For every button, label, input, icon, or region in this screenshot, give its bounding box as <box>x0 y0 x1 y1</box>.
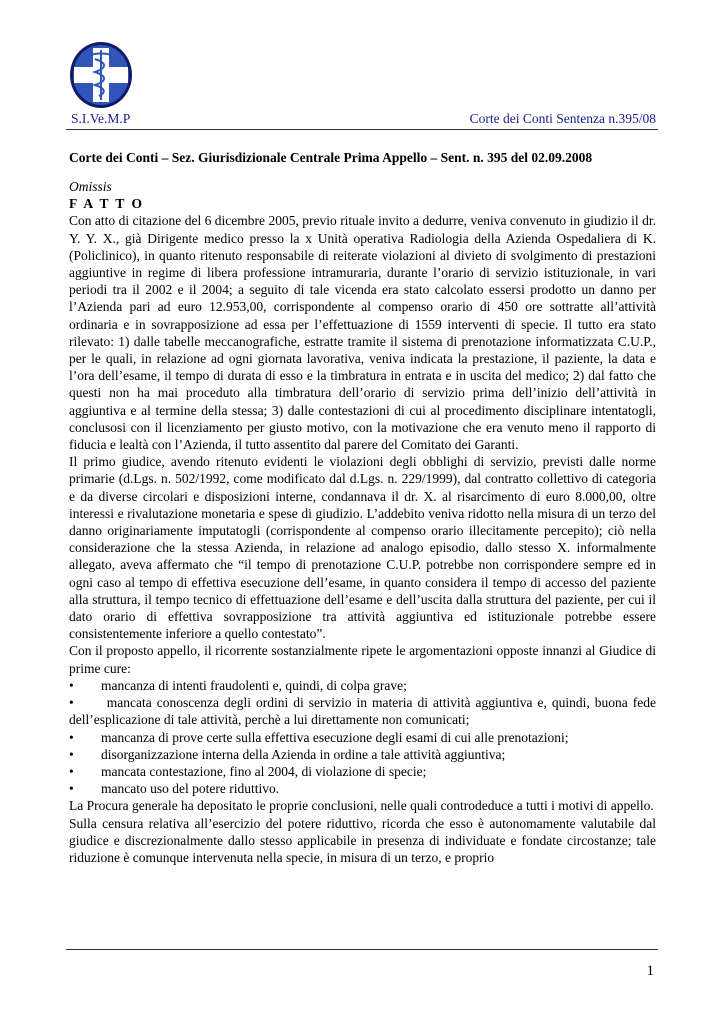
page-number: 1 <box>646 963 654 979</box>
bullet-text: mancata conoscenza degli ordini di servizio in materia di attività aggiuntiva e, quindi, buona fede dell’esplicazione di tale attività, perchè a lui direttamente non comunicati; <box>69 695 656 728</box>
bullet-item <box>69 780 656 797</box>
header-divider <box>66 129 658 130</box>
footer-divider <box>66 949 658 950</box>
bullet-item <box>69 694 656 728</box>
paragraph: Con atto di citazione del 6 dicembre 2005, previo rituale invito a dedurre, veniva convenuto in giudizio il dr. Y. Y. X., già Dirigente medico presso la x Unità operativa Radiologia della Azienda Ospedaliera di K. (Policlinico), in quanto ritenuto responsabile di reiterate violazioni al divieto di svolgimento di prestazioni aggiuntive in regime di libera professione intramuraria, durante l’orario di servizio istituzionale, in vari periodi tra il 2002 e il 2004; a seguito di tale vicenda era stato calcolato essersi prodotto un danno per l’Azienda pari ad euro 12.953,00, corrispondente al compenso orario di 450 ore sottratte all’attività ordinaria e in sovrapposizione ad essa per l’effettuazione di 1559 interventi di specie. Il tutto era stato rilevato: 1) dalle tabelle meccanografiche, estratte tramite il sistema di prenotazione informatizzata C.U.P., per le quali, in relazione ad ogni giornata lavorativa, veniva indicata la prestazione, il paziente, la data e l’ora dell’esame, il tempo di durata di esso e la timbratura in entrata e in uscita del medico; 2) dal fatto che questi non ha mai proceduto alla timbratura dell’orario di servizio prima dell’inizio dell’attività in aggiuntiva e al termine della stessa; 3) dalle contestazioni di cui al procedimento disciplinare intentatogli, conclusosi con il licenziamento per giusto motivo, con la motivazione che era venuto meno il rapporto di fiducia e lealtà con l’Azienda, il tutto assentito dal parere del Comitato dei Garanti. <box>69 213 656 453</box>
bullet-text: mancanza di prove certe sulla effettiva esecuzione degli esami di cui alle prenotazioni; <box>101 729 569 745</box>
bullet-item <box>69 746 656 763</box>
bullet-item <box>69 677 656 694</box>
document-title: Corte dei Conti – Sez. Giurisdizionale Centrale Prima Appello – Sent. n. 395 del 02.09.2008 <box>69 150 593 165</box>
bullet-marker: • <box>69 695 74 711</box>
caduceus-logo-icon <box>69 41 133 111</box>
bullet-marker: • <box>69 746 74 762</box>
paragraph: La Procura generale ha depositato le proprie conclusioni, nelle quali controdeduce a tutti i motivi di appello. <box>69 798 654 814</box>
bullet-item <box>69 729 656 746</box>
bullet-text: mancato uso del potere riduttivo. <box>101 781 280 797</box>
document-body <box>69 178 656 866</box>
paragraph: Sulla censura relativa all’esercizio del potere riduttivo, ricorda che esso è autonomamente valutabile dal giudice e discrezionalmente dallo stesso applicabile in presenza di individuate e fondate circostanze; tale riduzione è comunque intervenuta nella specie, in misura di un terzo, e proprio <box>69 815 656 865</box>
bullet-text: disorganizzazione interna della Azienda in ordine a tale attività aggiuntiva; <box>101 746 506 762</box>
bullet-text: mancata contestazione, fino al 2004, di violazione di specie; <box>101 763 427 779</box>
omissis-label: Omissis <box>69 179 112 194</box>
bullet-marker: • <box>69 781 74 797</box>
header-right-text: Corte dei Conti Sentenza n.395/08 <box>469 111 656 126</box>
bullet-item <box>69 763 656 780</box>
bullet-marker: • <box>69 677 74 693</box>
bullet-text: mancanza di intenti fraudolenti e, quindi, di colpa grave; <box>101 677 407 693</box>
bullet-marker: • <box>69 729 74 745</box>
bullet-marker: • <box>69 763 74 779</box>
paragraph: Con il proposto appello, il ricorrente sostanzialmente ripete le argomentazioni opposte innanzi al Giudice di prime cure: <box>69 643 656 676</box>
header-left-text: S.I.Ve.M.P <box>71 111 131 126</box>
section-heading: F A T T O <box>69 196 145 212</box>
paragraph: Il primo giudice, avendo ritenuto evidenti le violazioni degli obblighi di servizio, previsti dalle norme primarie (d.Lgs. n. 502/1992, come modificato dal d.Lgs. n. 229/1999), dal contratto collettivo di categoria e da diverse circolari e disposizioni interne, condannava il dr. X. al risarcimento di euro 8.000,00, oltre interessi e rivalutazione monetaria e spese di giudizio. L’addebito veniva ridotto nella misura di un terzo del danno originariamente imputatogli (corrispondente al compenso orario illecitamente percepito); ciò nella considerazione che la stessa Azienda, in relazione ad analogo episodio, dallo stesso X. informalmente allegato, aveva affermato che “il tempo di prenotazione C.U.P. potrebbe non corrispondere sempre ed in ogni caso al tempo di effettiva esecuzione dell’esame, in quanto considera il tempo di accesso del paziente alla struttura, il tempo tecnico di effettuazione dell’esame e dell’uscita dalla struttura del paziente, per cui il dato orario di effettiva sovrapposizione tra attività aggiuntiva ed istituzionale potrebbe essere consistentemente inferiore a quello contestato”. <box>69 454 656 642</box>
